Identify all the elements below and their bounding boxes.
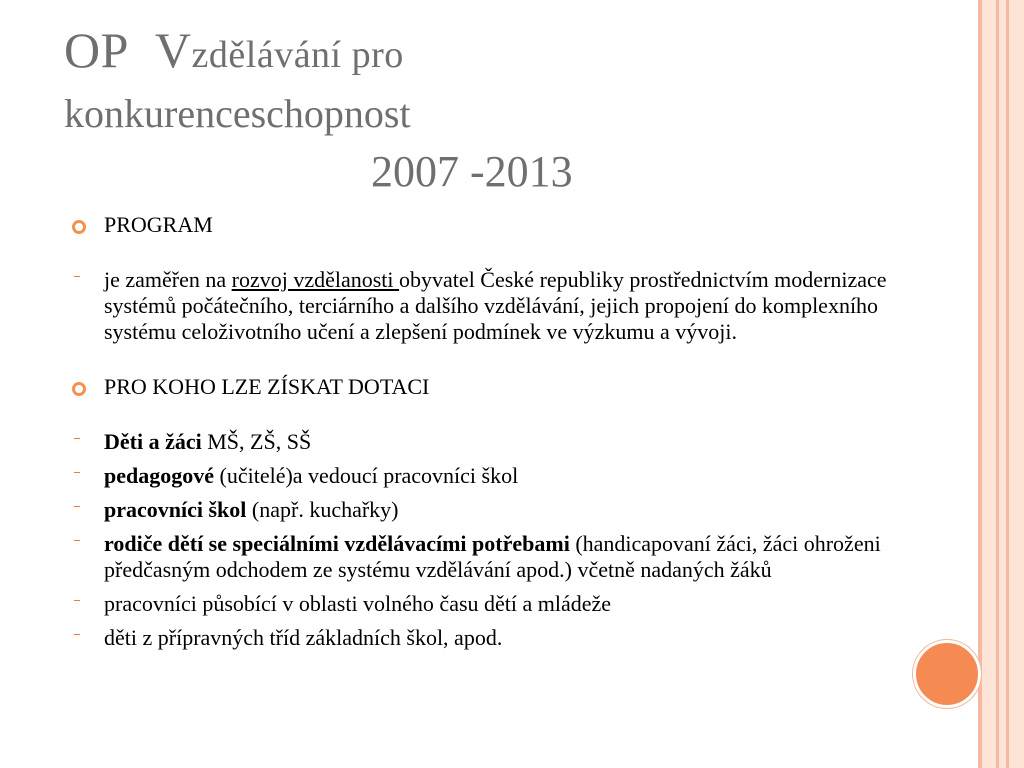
dash-bullet-icon: [74, 600, 80, 601]
list-item: rodiče dětí se speciálními vzdělávacími potřebami (handicapovaní žáci, žáci ohroženi předčasným odchodem ze systému vzdělávání apod.) včetně nadaných žáků: [72, 531, 912, 583]
list-item: pracovníci škol (např. kuchařky): [72, 497, 912, 523]
decorative-circle: [913, 640, 981, 708]
program-description: je zaměřen na rozvoj vzdělanosti obyvatel České republiky prostřednictvím modernizace systémů počátečního, terciárního a dalšího vzdělávání, jejich propojení do komplexního systému celoživotního učení a zlepšení podmínek ve výzkumu a vývoji.: [72, 267, 912, 345]
section-heading-target: PRO KOHO LZE ZÍSKAT DOTACI: [72, 374, 912, 400]
underlined-phrase: rozvoj vzdělanosti: [231, 267, 400, 292]
decorative-stripes: [978, 0, 1024, 768]
dash-bullet-icon: [74, 540, 80, 541]
slide-content: [72, 212, 912, 651]
dash-bullet-icon: [74, 438, 80, 439]
dash-bullet-icon: [74, 506, 80, 507]
list-item: děti z přípravných tříd základních škol, apod.: [72, 625, 912, 651]
dash-bullet-icon: [74, 472, 80, 473]
section-heading-program: PROGRAM: [72, 212, 912, 238]
slide-title: OP Vzdělávání pro konkurenceschopnost 2007 -2013: [64, 22, 573, 196]
bullet-circle-icon: [72, 220, 86, 234]
dash-bullet-icon: [74, 276, 80, 277]
bullet-circle-icon: [72, 382, 86, 396]
dash-bullet-icon: [74, 634, 80, 635]
list-item: Děti a žáci MŠ, ZŠ, SŠ: [72, 429, 912, 455]
list-item: pedagogové (učitelé)a vedoucí pracovníci škol: [72, 463, 912, 489]
list-item: pracovníci působící v oblasti volného času dětí a mládeže: [72, 591, 912, 617]
